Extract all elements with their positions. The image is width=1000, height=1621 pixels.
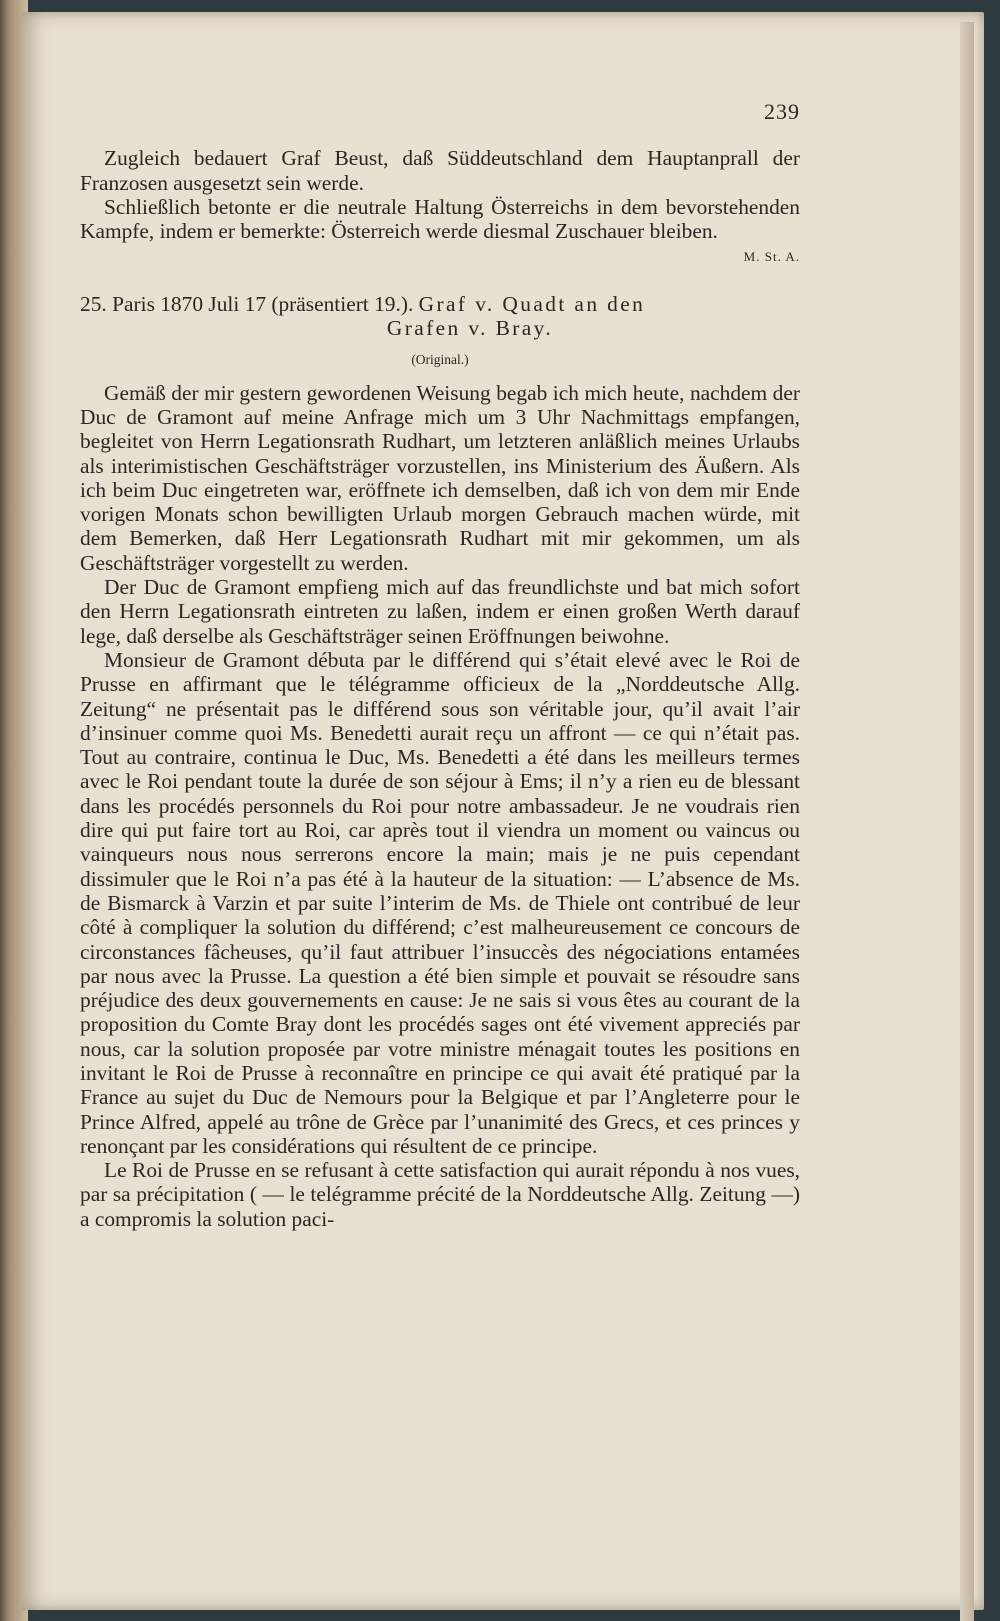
original-note: (Original.) [411, 352, 469, 368]
body-paragraph: Le Roi de Prusse en se refusant à cette satisfaction qui aurait répondu à nos vues, par sa précipitation ( — le telégramme précité de la Norddeutsche Allg. Zeitung —) a compromis la solution paci- [80, 1158, 800, 1231]
document-sender: Graf v. Quadt an den [418, 291, 646, 316]
document-place-date: Paris 1870 Juli 17 (präsentiert 19.). [112, 291, 414, 316]
document-number: 25. [80, 291, 107, 316]
page-number: 239 [764, 99, 800, 124]
document-heading [80, 292, 800, 316]
intro-paragraph-1: Zugleich bedauert Graf Beust, daß Süddeutschland dem Hauptanprall der Franzosen ausgesetzt sein werde. [80, 146, 800, 195]
body-paragraph: Gemäß der mir gestern gewordenen Weisung begab ich mich heute, nachdem der Duc de Gramont auf meine Anfrage mich um 3 Uhr Nachmittags empfangen, begleitet von Herrn Legationsrath Rudhart, um letzteren anläßlich meines Urlaubs als interimistischen Geschäftsträger vorzustellen, ins Ministerium des Äußern. Als ich beim Duc eingetreten war, eröffnete ich demselben, daß ich von dem mir Ende vorigen Monats schon bewilligten Urlaub morgen Gebrauch machen würde, mit dem Bemerken, daß Herr Legationsrath Rudhart mit mir gekommen, um als Geschäftsträger vorgestellt zu werden. [80, 380, 800, 575]
document-recipient: Grafen v. Bray. [386, 316, 554, 341]
archive-source: M. St. A. [743, 249, 800, 265]
body-paragraph: Monsieur de Gramont débuta par le différend qui s’était elevé avec le Roi de Prusse en affirmant que le télégramme officieux de la „Norddeutsche Allg. Zeitung“ ne présentait pas le différend sous son véritable jour, qu’il avait l’air d’insinuer comme quoi Ms. Benedetti aurait reçu un affront — ce qui n’était pas. Tout au contraire, continua le Duc, Ms. Benedetti a été dans les meilleurs termes avec le Roi pendant toute la durée de son séjour à Ems; il n’y a rien eu de blessant dans les procédés personnels du Roi pour notre ambassadeur. Je ne voudrais rien dire qui put faire tort au Roi, car après tout il viendra un moment ou vaincus ou vainqueurs nous nous serrerons encore la main; mais je ne puis cependant dissimuler que le Roi n’a pas été à la hauteur de la situation: — L’absence de Ms. de Bismarck à Varzin et par suite l’interim de Ms. de Thiele ont contribué de leur côté à compliquer la solution du différend; c’est malheureusement ce concours de circonstances fâcheuses, qu’il faut attribuer l’insuccès des négociations entamées par nous avec la Prusse. La question a été bien simple et pouvait se résoudre sans préjudice des deux gouvernements en cause: Je ne sais si vous êtes au courant de la proposition du Comte Bray dont les procédés sages ont été vivement appreciés par nous, car la solution proposée par votre ministre ménagait toutes les positions en invitant le Roi de Prusse à reconnaître en principe ce qui avait été pratiqué par la France au sujet du Duc de Nemours pour la Belgique et par l’Angleterre pour le Prince Alfred, appelé au trône de Grèce par l’unanimité des Grecs, et ces princes y renonçant par les considérations qui résultent de ce principe. [80, 647, 800, 1158]
page-edge [960, 22, 974, 1621]
body-paragraph: Der Duc de Gramont empfieng mich auf das freundlichste und bat mich sofort den Herrn Legationsrath eintreten zu laßen, indem er einen großen Werth darauf lege, daß derselbe als Geschäftsträger seinen Eröffnungen beiwohne. [80, 575, 800, 648]
page-content [80, 100, 800, 1231]
intro-paragraph-2: Schließlich betonte er die neutrale Haltung Österreichs in dem bevorstehenden Kampfe, indem er bemerkte: Österreich werde diesmal Zuschauer bleiben. [80, 194, 800, 244]
